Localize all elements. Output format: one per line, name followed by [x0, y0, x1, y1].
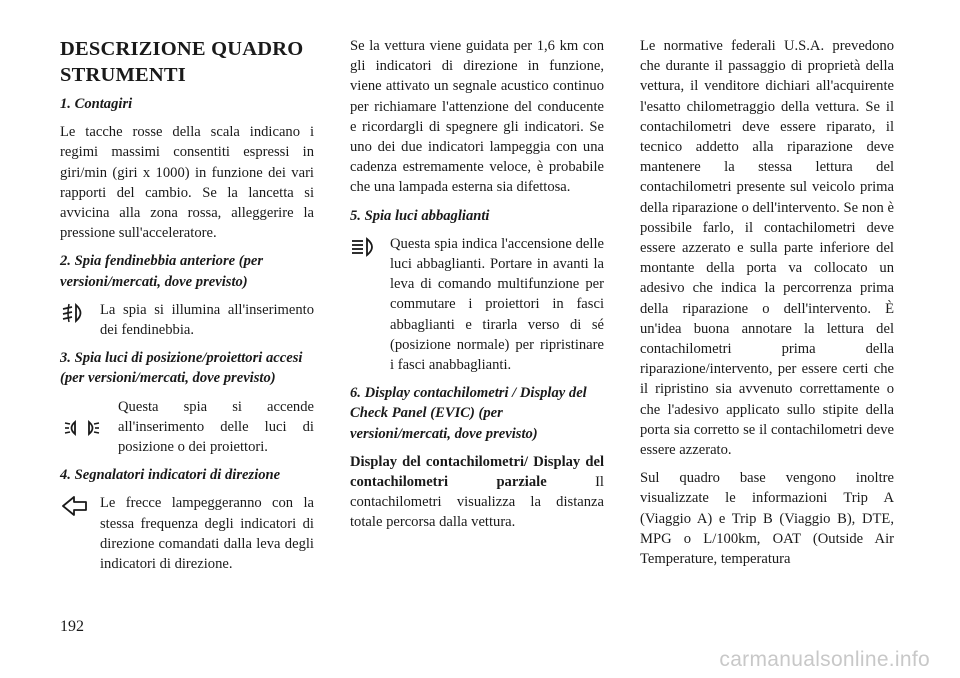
page-number: 192	[60, 618, 84, 635]
section-6-body	[350, 452, 604, 533]
section-1-heading: 1. Contagiri	[60, 96, 133, 112]
section-2-body: La spia si illumina all'inserimento dei fendinebbia.	[100, 301, 314, 339]
section-6-heading: 6. Display contachilometri / Display del Check Panel (EVIC) (per versioni/mercati, dove previsto)	[350, 385, 587, 442]
parking-lights-icon	[64, 417, 94, 439]
section-3-heading: 3. Spia luci di posizione/proiettori accesi (per versioni/mercati, dove previsto)	[60, 350, 303, 387]
section-5-body: Questa spia indica l'accensione delle luci abbaglianti. Portare in avanti la leva di comando multifunzione per commutare i proiettori in fasci abbaglianti e tirarla verso di sé (posizione normale) per ripristinare i fasci anabbaglianti.	[390, 235, 604, 374]
section-1-body: Le tacche rosse della scala indicano i regimi massimi consentiti espressi in giri/min (giri x 1000) in funzione dei vari rapporti del cambio. Se la lancetta si avvicina alla zona rossa, alleggerire la pressione sull'acceleratore.	[60, 124, 314, 242]
section-3-body: Questa spia si accende all'inserimento delle luci di posizione o dei proiettori.	[118, 398, 314, 456]
section-2-heading: 2. Spia fendinebbia anteriore (per versioni/mercati, dove previsto)	[60, 253, 264, 290]
watermark: carmanualsonline.info	[719, 648, 930, 671]
section-3-body-block	[60, 397, 314, 458]
turn-signal-warning-paragraph: Se la vettura viene guidata per 1,6 km con gli indicatori di direzione in funzione, viene attivato un segnale acustico continuo per richiamare l'attenzione del conducente e ricordargli di spegnere gli indicatori. Se uno dei due indicatori lampeggia con una cadenza estremamente veloce, è probabile che una lampada esterna sia difettosa.	[350, 38, 604, 196]
page-title: DESCRIZIONE QUADRO STRUMENTI	[60, 38, 304, 86]
section-4-body: Le frecce lampeggeranno con la stessa frequenza degli indicatori di direzione comandati dalla leva degli indicatori di direzione.	[100, 495, 314, 573]
section-4-body-block	[60, 493, 314, 574]
high-beam-icon	[350, 236, 380, 258]
section-4-heading: 4. Segnalatori indicatori di direzione	[60, 467, 281, 484]
odometer-description: Il contachilometri visualizza la distanza totale percorsa dalla vettura.	[350, 474, 604, 531]
odometer-display-label: Display del contachilometri/ Display del contachilometri parziale	[350, 453, 604, 491]
federal-regulations-paragraph: Le normative federali U.S.A. prevedono che durante il passaggio di proprietà della vettura, il venditore dichiari all'acquirente l'esatto chilometraggio della vettura. Se il contachilometri deve essere riparato, il tecnico addetto alla riparazione deve mantenere la stessa lettura del contachilometri presente sul veicolo prima della riparazione o dell'intervento. Se non è possibile farlo, il contachilometri deve essere azzerato e sulla parte inferiore del montante della porta va collocato un adesivo che indica la percorrenza prima della riparazione o dell'intervento. È un'idea buona annotare la lettura del contachilometri prima della riparazione/intervento, per essere certi che il ripristino sia avvenuto correttamente o che l'adesivo applicato sullo stipite della porta sia corretto se il contachilometri deve essere azzerato.	[640, 38, 894, 459]
column-1	[60, 36, 314, 582]
section-5-heading: 5. Spia luci abbaglianti	[350, 207, 490, 224]
column-3	[640, 36, 894, 577]
trip-info-paragraph: Sul quadro base vengono inoltre visualizzate le informazioni Trip A (Viaggio A) e Trip B (Viaggio B), DTE, MPG o L/100km, OAT (Outside Air Temperature, temperatura	[640, 470, 894, 568]
front-fog-lamp-icon	[60, 302, 90, 324]
section-5-body-block	[350, 234, 604, 375]
column-2	[350, 36, 604, 541]
turn-signal-arrow-icon	[60, 495, 90, 517]
section-2-body-block	[60, 300, 314, 340]
